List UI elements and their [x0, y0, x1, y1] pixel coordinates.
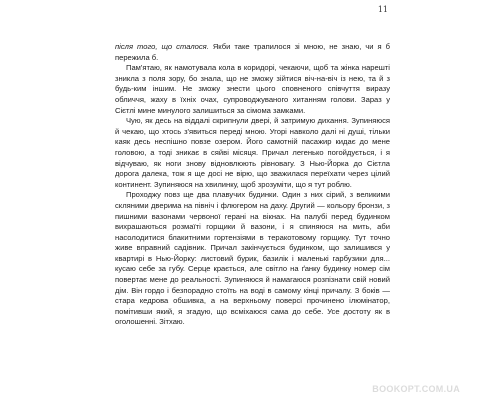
watermark: BOOKOPT.COM.UA [372, 384, 460, 394]
paragraph-3: Чую, як десь на віддалі скрипнули двері, й затримую дихання. Зупиняюся й чекаю, що хтось з'явиться переді мною. Угорі навколо далі ні душі, тільки каяк десь неспішно повзе озером. Його самотній пасажир кидає до мене головою, а тоді зникає в сяйві місяця. Причал легенько погойдується, і я відчуваю, як ноги знову відновлюють рівновагу. З Нью-Йорка до Сієтла дорога далека, тож я ще досі не вірю, що зважилася переїхати через цілий континент. Зупиняюся на хвилинку, щоб зрозуміти, що я тут роблю. [115, 116, 390, 189]
paragraph-2: Пам'ятаю, як намотувала кола в коридорі, чекаючи, щоб та жінка нарешті зникла з поля зору, бо знала, що не зможу зійтися віч-на-віч із нею, та й з будь-ким іншим. Не зможу знести цього сповненого співчуття виразу обличчя, жаху в їхніх очах, супроводжуваного хитанням голови. Зараз у Сієтлі мине минулого залишиться за сімома замками. [115, 63, 390, 115]
paragraph-4: Проходжу повз ще два плавучих будинки. Один з них сірий, з великими скляними дверима на північ і флюгером на даху. Другий — кольору бронзи, з пишними вазонами червоної герані на вікнах. На палубі перед будинком вихрашаються розмаїті горщики й вазони, і я спиняюся на мить, аби насолодитися блакитними гортензіями в теракотовому горщику. Тут точно живе вправний садівник. Причал закінчується будинком, що залишився у квартирі в Нью-Йорку: листовий бурик, базилік і маленькі гарбузики для... кусаю себе за губу. Серце крається, але світло на ґанку будинку номер сім повертає мене до реальності. Зупиняюся й намагаюся розпізнати свій новий дім. Він гордо і безпорадно стоїть на воді в самому кінці причалу. З боків — стара кедрова обшивка, а на верхньому поверсі прочинено ілюмінатор, помітивши який, я згадую, що всміхаюся сама до себе. Усе достоту як в оголошенні. Зітхаю. [115, 190, 390, 327]
page-number: 11 [377, 5, 388, 14]
page-text [115, 42, 390, 328]
paragraph-1-rest: Якби таке трапилося зі мною, не знаю, чи я б пережила б. [115, 42, 390, 62]
paragraph-1-italic: після того, що сталося. [115, 42, 209, 51]
paragraph-1 [115, 42, 390, 63]
